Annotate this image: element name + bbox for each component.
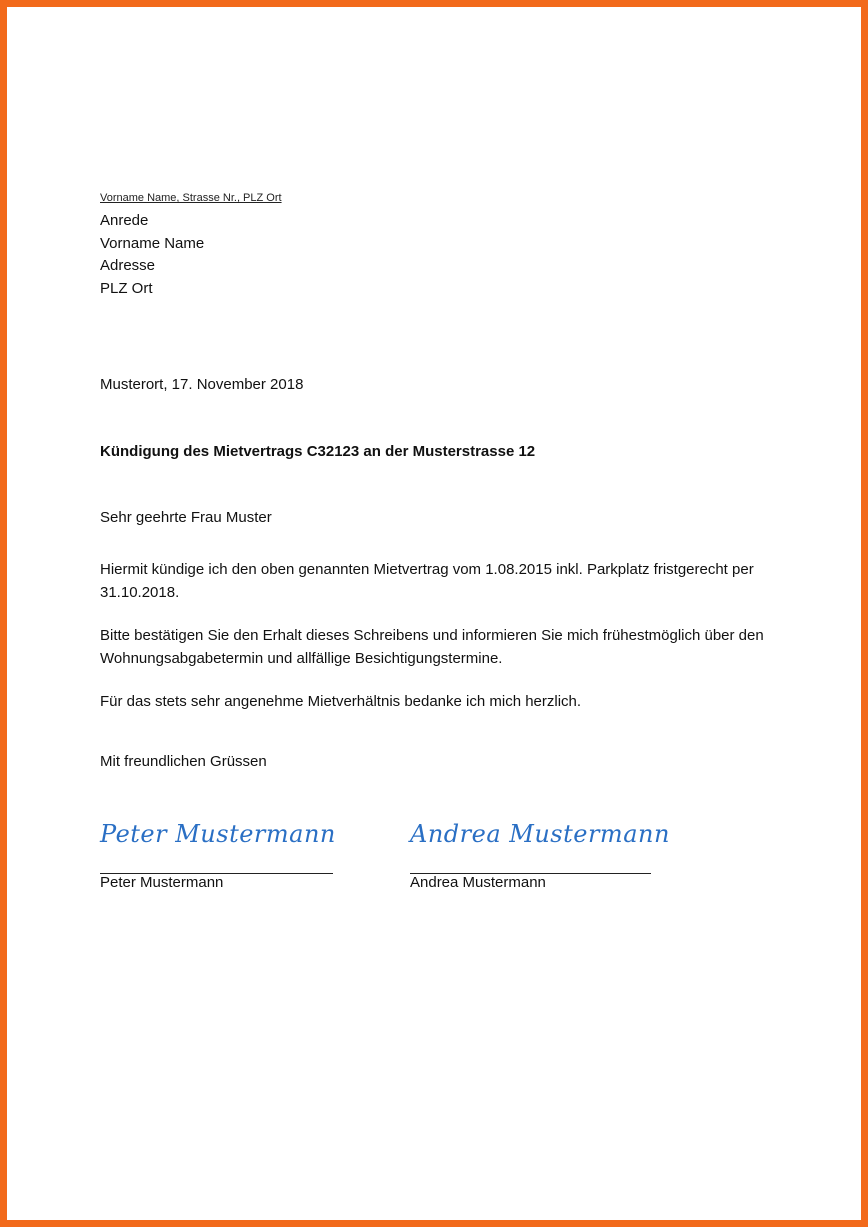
subject-line: Kündigung des Mietvertrags C32123 an der Musterstrasse 12	[100, 443, 536, 460]
recipient-address-block	[100, 210, 204, 300]
recipient-salutation-title: Anrede	[100, 212, 149, 229]
body-paragraph: Für das stets sehr angenehme Mietverhältnis bedanke ich mich herzlich.	[100, 693, 582, 710]
body-paragraph: Hiermit kündige ich den oben genannten Mietvertrag vom 1.08.2015 inkl. Parkplatz fristgerecht per 31.10.2018.	[100, 561, 754, 601]
signature-andrea: Andrea Mustermann	[410, 820, 670, 848]
body-paragraph: Bitte bestätigen Sie den Erhalt dieses Schreibens und informieren Sie mich frühestmöglich über den Wohnungsabgabetermin und allfällige Besichtigungstermine.	[100, 627, 764, 667]
recipient-city: PLZ Ort	[100, 279, 153, 297]
signature-peter: Peter Mustermann	[100, 820, 336, 848]
closing-phrase: Mit freundlichen Grüssen	[100, 753, 267, 770]
greeting: Sehr geehrte Frau Muster	[100, 509, 272, 526]
signer-name-peter: Peter Mustermann	[100, 874, 224, 891]
recipient-name: Vorname Name	[100, 234, 205, 252]
date-line: Musterort, 17. November 2018	[100, 376, 304, 393]
sender-return-address: Vorname Name, Strasse Nr., PLZ Ort	[100, 192, 282, 204]
signer-name-andrea: Andrea Mustermann	[410, 874, 546, 891]
recipient-address: Adresse	[100, 257, 156, 274]
